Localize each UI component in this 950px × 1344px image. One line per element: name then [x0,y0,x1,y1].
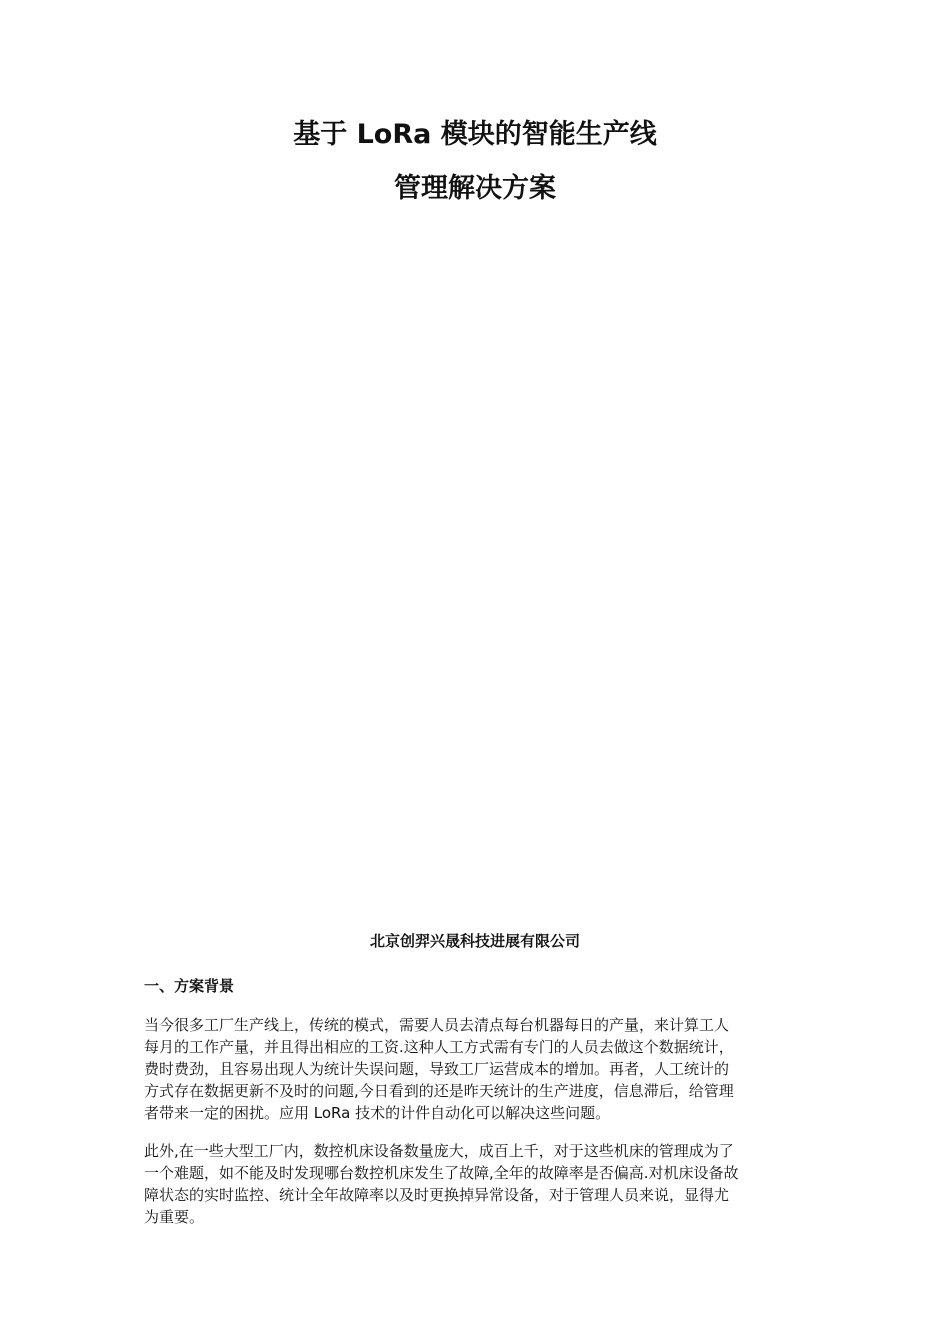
paragraph-background [144,1014,808,1124]
paragraph-line: 此外,在一些大型工厂内，数控机床设备数量庞大，成百上千，对于这些机床的管理成为了 [144,1142,734,1160]
paragraph-line: 一个难题，如不能及时发现哪台数控机床发生了故障,全年的故障率是否偏高.对机床设备故 [144,1164,739,1182]
paragraph-line: 费时费劲，且容易出现人为统计失误问题，导致工厂运营成本的增加。再者，人工统计的 [144,1060,730,1078]
paragraph-line: 当今很多工厂生产线上，传统的模式，需要人员去清点每台机器每日的产量，来计算工人 [144,1016,730,1034]
paragraph-line: 者带来一定的困扰。应用 LoRa 技术的计件自动化可以解决这些问题。 [144,1104,611,1122]
paragraph-line: 方式存在数据更新不及时的问题,今日看到的还是昨天统计的生产进度，信息滞后，给管理 [144,1082,734,1100]
section-heading-background: 一、方案背景 [144,977,235,995]
company-name: 北京创羿兴晟科技进展有限公司 [369,932,580,950]
paragraph-line: 为重要。 [144,1208,205,1226]
document-title-line-2: 管理解决方案 [394,173,556,204]
paragraph-machine-tools [144,1140,808,1228]
document-title-line-1: 基于 LoRa 模块的智能生产线 [293,119,657,150]
paragraph-line: 障状态的实时监控、统计全年故障率以及时更换掉异常设备，对于管理人员来说，显得尤 [144,1186,730,1204]
paragraph-line: 每月的工作产量，并且得出相应的工资.这种人工方式需有专门的人员去做这个数据统计， [144,1038,734,1056]
